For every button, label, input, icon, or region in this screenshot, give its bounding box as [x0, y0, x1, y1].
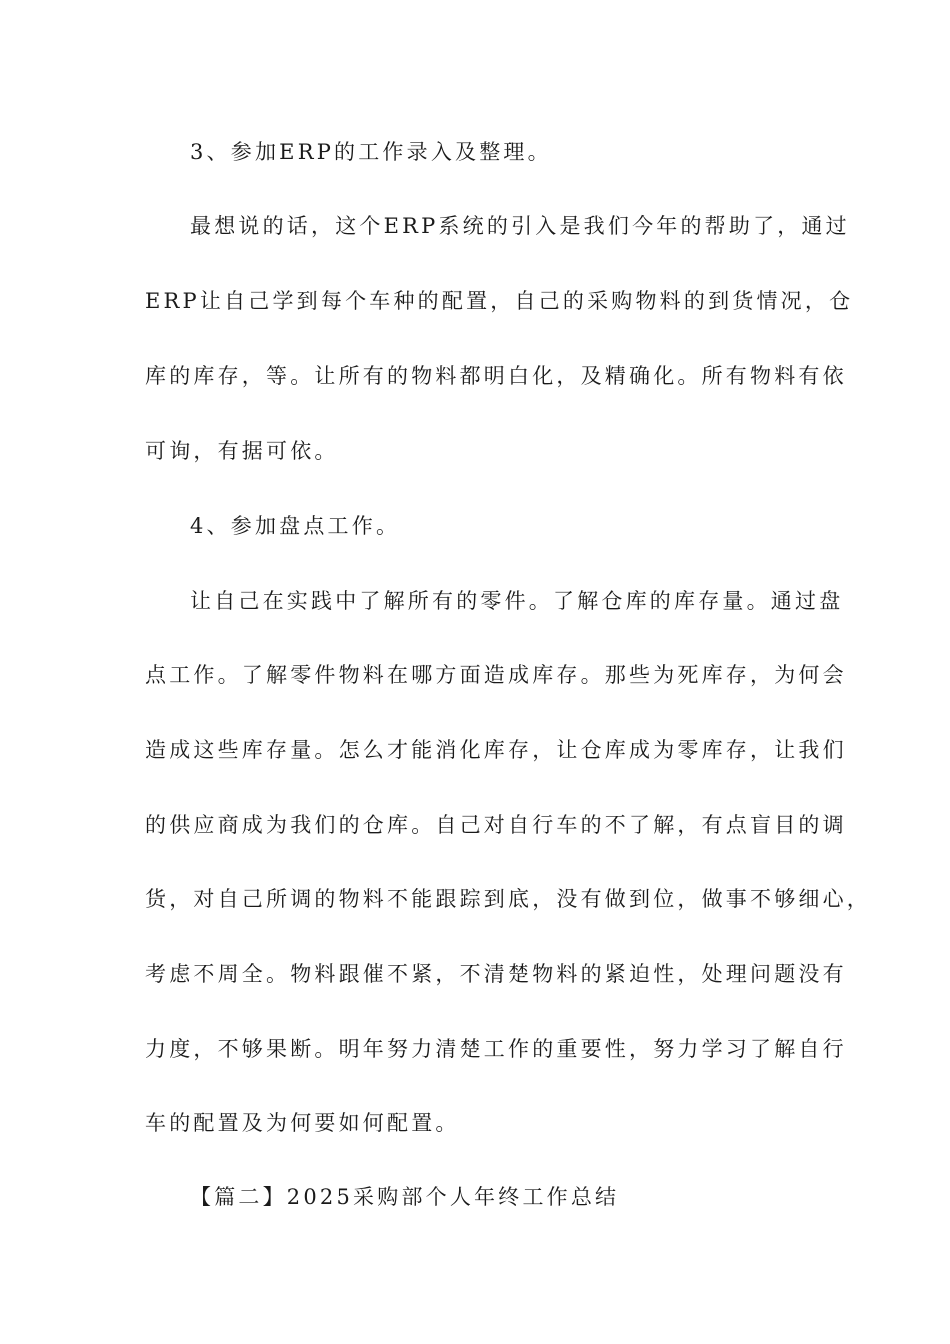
paragraph-line: 最想说的话，这个ERP系统的引入是我们今年的帮助了，通过: [190, 214, 850, 238]
paragraph-line: 点工作。了解零件物料在哪方面造成库存。那些为死库存，为何会: [145, 663, 847, 687]
paragraph-line: 造成这些库存量。怎么才能消化库存，让仓库成为零库存，让我们: [145, 738, 847, 762]
item-3-heading: 3、参加ERP的工作录入及整理。: [190, 140, 552, 164]
paragraph-line: ERP让自己学到每个车种的配置，自己的采购物料的到货情况，仓: [145, 289, 854, 313]
paragraph-line: 可询，有据可依。: [145, 439, 339, 463]
paragraph-line: 的供应商成为我们的仓库。自己对自行车的不了解，有点盲目的调: [145, 813, 847, 837]
paragraph-line: 货，对自己所调的物料不能跟踪到底，没有做到位，做事不够细心，: [145, 887, 871, 911]
section-heading: 【篇二】2025采购部个人年终工作总结: [190, 1185, 620, 1209]
paragraph-line: 力度，不够果断。明年努力清楚工作的重要性，努力学习了解自行: [145, 1037, 847, 1061]
paragraph-line: 让自己在实践中了解所有的零件。了解仓库的库存量。通过盘: [190, 589, 844, 613]
paragraph-line: 考虑不周全。物料跟催不紧，不清楚物料的紧迫性，处理问题没有: [145, 962, 847, 986]
item-4-heading: 4、参加盘点工作。: [190, 514, 401, 538]
paragraph-line: 库的库存，等。让所有的物料都明白化，及精确化。所有物料有依: [145, 364, 847, 388]
paragraph-line: 车的配置及为何要如何配置。: [145, 1111, 460, 1135]
